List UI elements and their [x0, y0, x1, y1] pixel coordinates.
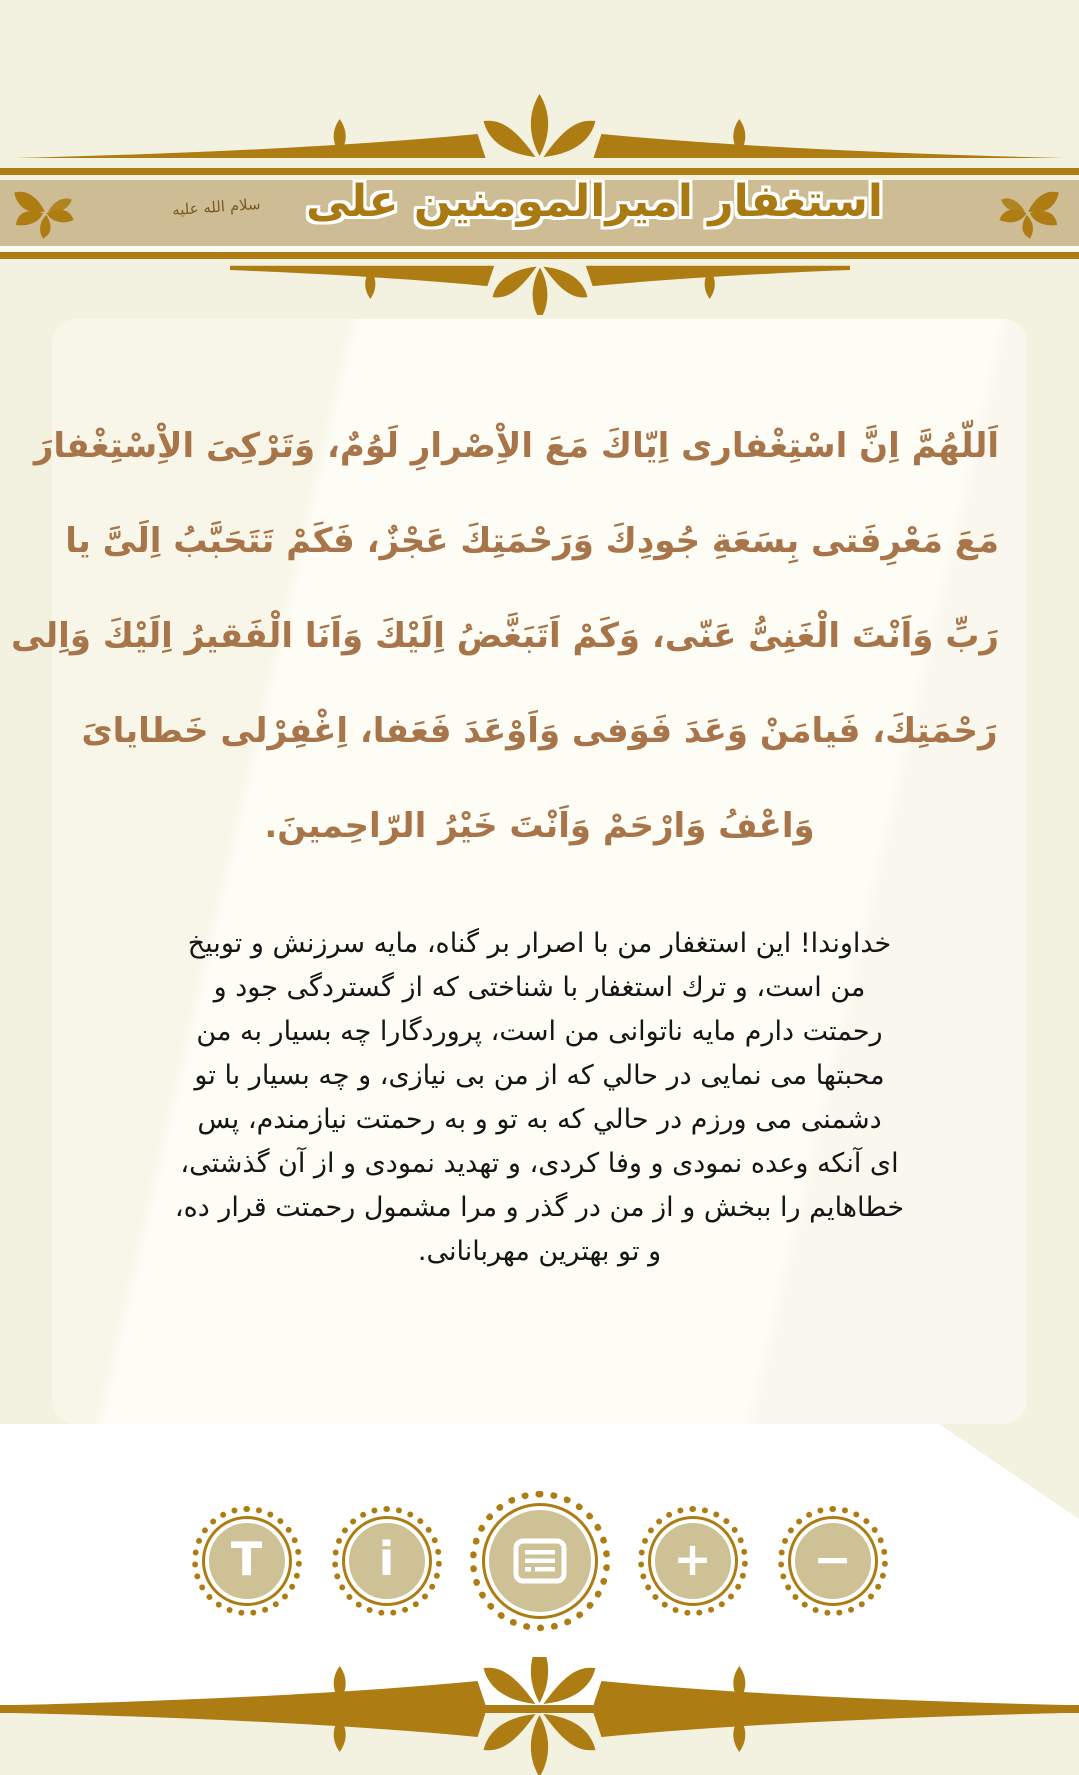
text-view-button[interactable]	[485, 1506, 595, 1616]
header-bottom-ornament-icon	[230, 259, 850, 315]
title-band	[0, 176, 1079, 246]
persian-line: محبتها می نمایی در حالي که از من بی نیازی، و چه بسیار با تو	[194, 1060, 885, 1091]
gold-divider-line	[0, 168, 1079, 175]
gold-divider-line	[0, 252, 1079, 259]
persian-translation-text	[52, 922, 1027, 1274]
persian-line: ای آنکه وعده نمودی و وفا کردی، و تهدید نمودی و از آن گذشتی،	[180, 1148, 899, 1179]
header-top-space	[0, 0, 1079, 92]
info-button[interactable]	[345, 1519, 429, 1603]
persian-line: و تو بهترین مهربانانی.	[417, 1236, 662, 1267]
arabic-line: وَاعْفُ وَارْحَمْ وَاَنْتَ خَيْرُ الرّاحِمينَ.	[264, 806, 815, 846]
persian-line: خطاهایم را ببخش و از من در گذر و مرا مشمول رحمتت قرار ده،	[174, 1192, 905, 1223]
prayer-panel	[11, 319, 1027, 1424]
persian-line: من است، و ترك استغفار با شناختی که از گستردگی جود و	[213, 972, 866, 1003]
arabic-line: مَعَ مَعْرِفَتى بِسَعَةِ جُودِكَ وَرَحْمَتِكَ عَجْزٌ، فَكَمْ تَتَحَبَّبُ اِلَىَّ يا	[65, 521, 999, 561]
persian-line: رحمتت دارم مایه ناتوانی من است، پروردگارا چه بسیار به من	[196, 1016, 883, 1047]
letter-t-icon: T	[230, 1532, 263, 1586]
arabic-line: اَللّهُمَّ اِنَّ اسْتِغْفارى اِيّاكَ مَعَ الاِْصْرارِ لَوُمٌ، وَتَرْكِىَ الاِْسْتِغْفارَ	[33, 426, 999, 466]
info-icon: i	[378, 1532, 395, 1586]
document-lines-icon	[513, 1538, 567, 1584]
leaf-sprig-right-icon	[995, 186, 1065, 242]
honorific-label: سلام الله علیه	[171, 194, 262, 220]
bottom-section	[0, 1424, 1079, 1657]
footer-ornament-icon	[0, 1657, 1079, 1775]
arabic-prayer-text	[11, 319, 1027, 874]
arabic-line: رَحْمَتِكَ، فَيامَنْ وَعَدَ فَوَفى وَاَوْعَدَ فَعَفا، اِغْفِرْلى خَطاياىَ	[81, 711, 998, 751]
persian-line: دشمنی می ورزم در حالي که به تو و به رحمتت نیازمندم، پس	[197, 1104, 882, 1135]
decrease-font-button[interactable]	[791, 1519, 875, 1603]
header-section	[0, 0, 1079, 319]
header-top-ornament-icon	[0, 92, 1079, 166]
increase-font-button[interactable]	[651, 1519, 735, 1603]
persian-line: خداوندا! این استغفار من با اصرار بر گناه، مایه سرزنش و توبیخ	[187, 928, 892, 959]
minus-icon: −	[813, 1532, 852, 1586]
footer-section	[0, 1657, 1079, 1775]
text-style-button[interactable]	[205, 1519, 289, 1603]
arabic-line: رَبِّ وَاَنْتَ الْغَنِىُّ عَنّى، وَكَمْ اَتَبَغَّضُ اِلَيْكَ وَاَنَا الْفَقيرُ اِلَيْكَ وَاِلى	[11, 616, 999, 656]
plus-icon: +	[673, 1532, 712, 1586]
band-bottom-ornament	[0, 259, 1079, 319]
toolbar	[0, 1424, 1079, 1616]
leaf-sprig-left-icon	[8, 186, 78, 242]
page-title: استغفار امیرالمومنین علی	[306, 176, 883, 227]
